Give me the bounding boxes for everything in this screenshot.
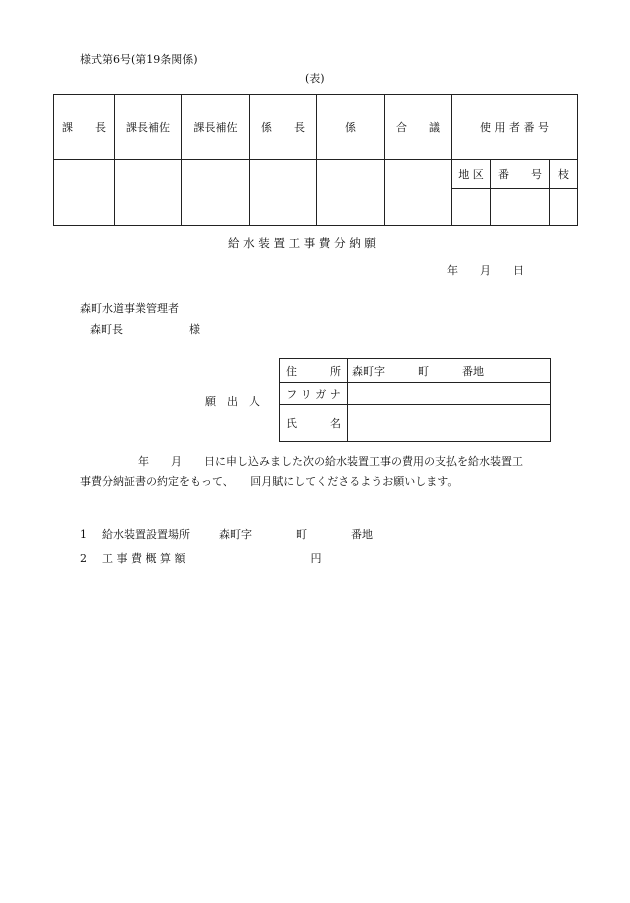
district-header: 地 区 (452, 160, 491, 188)
approval-header-hosa1: 課長補佐 (115, 95, 182, 160)
stamp-cell[interactable] (250, 160, 317, 226)
furigana-label: フ リ ガ ナ (280, 383, 348, 405)
body-line2: 事費分納証書の約定をもって、 回月賦にしてくださるようお願いします。 (80, 475, 459, 488)
address-label: 住 所 (280, 359, 348, 383)
district-value[interactable] (452, 188, 491, 225)
item-2-value: 円 (310, 552, 322, 565)
branch-value[interactable] (550, 188, 578, 225)
item-1-number: 1 (80, 528, 87, 541)
body-line1: 年 月 日に申し込みました次の給水装置工事の費用の支払を給水装置工 (138, 455, 523, 468)
applicant-table (279, 358, 551, 442)
name-label: 氏 名 (280, 405, 348, 442)
stamp-cell[interactable] (385, 160, 452, 226)
form-number: 様式第6号(第19条関係) (80, 53, 198, 66)
item-1-label: 給水装置設置場所 (102, 528, 190, 541)
approval-header-gogi: 合 議 (385, 95, 452, 160)
furigana-value[interactable] (348, 383, 551, 405)
stamp-cell[interactable] (317, 160, 385, 226)
item-1-value: 森町字 町 番地 (219, 528, 373, 541)
item-2 (80, 550, 321, 566)
address-value[interactable]: 森町字 町 番地 (348, 359, 551, 383)
applicant-label: 願 出 人 (205, 395, 260, 408)
approval-header-kakari: 係 (317, 95, 385, 160)
number-header: 番 号 (491, 160, 550, 188)
approval-header-kakaricho: 係 長 (250, 95, 317, 160)
user-number-header: 使 用 者 番 号 (452, 95, 578, 160)
item-2-label: 工 事 費 概 算 額 (102, 552, 186, 565)
branch-header: 枝 (550, 160, 578, 188)
approval-header-kacho: 課 長 (54, 95, 115, 160)
side-label: (表) (305, 72, 325, 85)
document-title: 給 水 装 置 工 事 費 分 納 願 (228, 236, 376, 250)
stamp-cell[interactable] (182, 160, 250, 226)
date-line: 年 月 日 (447, 264, 524, 277)
addressee-line2: 森町長 様 (90, 323, 200, 336)
name-value[interactable] (348, 405, 551, 442)
stamp-cell[interactable] (115, 160, 182, 226)
stamp-cell[interactable] (54, 160, 115, 226)
number-value[interactable] (491, 188, 550, 225)
item-1 (80, 526, 373, 542)
approval-header-hosa2: 課長補佐 (182, 95, 250, 160)
item-2-number: 2 (80, 552, 87, 565)
user-number-cell (452, 160, 578, 226)
approval-table (53, 94, 578, 226)
addressee-line1: 森町水道事業管理者 (80, 302, 179, 315)
